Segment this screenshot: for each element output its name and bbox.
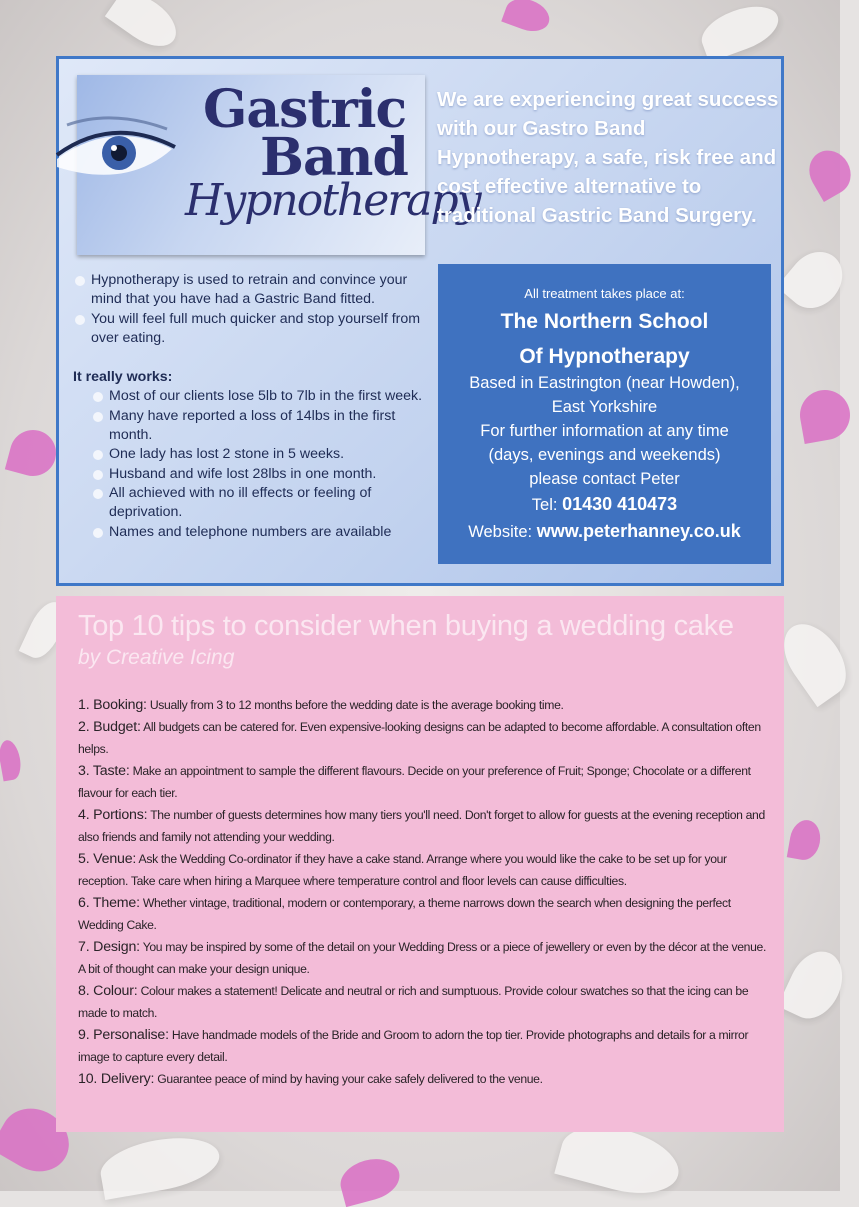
confetti-heart xyxy=(501,0,554,37)
confetti-heart xyxy=(696,0,785,62)
tip-key: 4. Portions: xyxy=(78,807,148,823)
address-line1: Based in Eastrington (near Howden), xyxy=(469,374,740,392)
tip-text: Guarantee peace of mind by having your cake safely delivered to the venue. xyxy=(157,1072,543,1086)
confetti-heart xyxy=(336,1153,404,1207)
tip-text: Have handmade models of the Bride and Groom to adorn the top tier. Provide photographs and details for a mirror image to capture every detail. xyxy=(78,1028,749,1064)
tip-item xyxy=(78,936,768,980)
result-item: Many have reported a loss of 14lbs in the first month. xyxy=(73,407,433,446)
tip-key: 7. Design: xyxy=(78,939,140,955)
confetti-heart xyxy=(778,943,853,1028)
website xyxy=(438,518,771,545)
school-name-line1: The Northern School xyxy=(500,310,709,333)
works-heading: It really works: xyxy=(73,369,173,386)
benefit-item: Hypnotherapy is used to retrain and convince your mind that you have had a Gastric Band fitted. xyxy=(73,271,433,310)
school-name-line2: Of Hypnotherapy xyxy=(519,345,690,368)
contact-intro: All treatment takes place at: xyxy=(524,286,685,301)
confetti-heart xyxy=(5,425,61,481)
tip-text: Make an appointment to sample the different flavours. Decide on your preference of Fruit; Sponge; Chocolate or a different flavour for each tier. xyxy=(78,764,751,800)
tip-key: 1. Booking: xyxy=(78,697,147,713)
confetti-heart xyxy=(796,386,854,444)
tip-text: Colour makes a statement! Delicate and neutral or rich and sumptuous. Provide colour swatches so that the icing can be made to match. xyxy=(78,984,749,1020)
confetti-heart xyxy=(772,613,859,707)
confetti-heart xyxy=(801,143,858,202)
tel-label: Tel: xyxy=(531,496,558,514)
tip-text: Ask the Wedding Co-ordinator if they have a cake stand. Arrange where you would like the cake to be set up for your reception. Take care when hiring a Marquee where temperature control and floor levels can cause difficulties. xyxy=(78,852,727,888)
web-label: Website: xyxy=(468,523,533,541)
tip-text: Usually from 3 to 12 months before the wedding date is the average booking time. xyxy=(149,698,564,712)
gastric-band-ad xyxy=(56,56,784,586)
result-item: Husband and wife lost 28lbs in one month. xyxy=(73,465,433,484)
confetti-heart xyxy=(777,241,854,319)
tip-item xyxy=(78,1068,768,1090)
tip-item xyxy=(78,804,768,848)
wedding-cake-tips xyxy=(56,596,784,1132)
ad-headline: We are experiencing great success with our Gastro Band Hypnotherapy, a safe, risk free and cost effective alternative to traditional Gastric Band Surgery. xyxy=(437,88,779,227)
tip-key: 3. Taste: xyxy=(78,763,130,779)
tip-item xyxy=(78,892,768,936)
result-item: Names and telephone numbers are available xyxy=(73,523,433,542)
benefits-column xyxy=(73,271,433,542)
tip-item xyxy=(78,694,768,716)
tip-key: 9. Personalise: xyxy=(78,1027,169,1043)
tip-text: All budgets can be catered for. Even expensive-looking designs can be adapted to become affordable. A consultation often helps. xyxy=(78,720,761,756)
tip-key: 5. Venue: xyxy=(78,851,137,867)
result-item: One lady has lost 2 stone in 5 weeks. xyxy=(73,445,433,464)
tip-item xyxy=(78,760,768,804)
tip-key: 8. Colour: xyxy=(78,983,138,999)
confetti-heart xyxy=(0,739,23,782)
result-item: Most of our clients lose 5lb to 7lb in the first week. xyxy=(73,387,433,406)
tip-key: 6. Theme: xyxy=(78,895,140,911)
telephone xyxy=(438,491,771,518)
tip-key: 2. Budget: xyxy=(78,719,141,735)
tips-subtitle: by Creative Icing xyxy=(78,646,235,669)
info-line3: please contact Peter xyxy=(529,470,680,488)
tip-item xyxy=(78,980,768,1024)
tel-number: 01430 410473 xyxy=(562,494,678,514)
info-line1: For further information at any time xyxy=(480,422,729,440)
tip-text: Whether vintage, traditional, modern or contemporary, a theme narrows down the search when designing the perfect Wedding Cake. xyxy=(78,896,731,932)
tip-key: 10. Delivery: xyxy=(78,1071,155,1087)
eye-icon xyxy=(57,119,177,189)
logo-word-band: Band xyxy=(260,127,408,188)
tip-item xyxy=(78,716,768,760)
confetti-heart xyxy=(787,818,823,863)
logo-word-hypnotherapy: Hypnotherapy xyxy=(185,175,480,226)
tips-list xyxy=(78,694,768,1090)
benefit-item: You will feel full much quicker and stop yourself from over eating. xyxy=(73,310,433,349)
tips-title: Top 10 tips to consider when buying a wedding cake xyxy=(78,610,734,642)
result-item: All achieved with no ill effects or feeling of deprivation. xyxy=(73,484,433,523)
tip-text: The number of guests determines how many tiers you'll need. Don't forget to allow for guests at the evening reception and also friends and family not attending your wedding. xyxy=(78,808,765,844)
tip-text: You may be inspired by some of the detail on your Wedding Dress or a piece of jewellery or even by the décor at the venue. A bit of thought can make your design unique. xyxy=(78,940,766,976)
info-line2: (days, evenings and weekends) xyxy=(488,446,721,464)
tip-item xyxy=(78,1024,768,1068)
confetti-heart xyxy=(105,0,185,56)
tip-item xyxy=(78,848,768,892)
web-url[interactable]: www.peterhanney.co.uk xyxy=(536,521,741,541)
contact-box xyxy=(438,264,771,564)
logo-word-gastric: Gastric xyxy=(203,79,407,140)
address-line2: East Yorkshire xyxy=(551,398,658,416)
confetti-heart xyxy=(97,1130,224,1200)
gastric-band-logo xyxy=(77,75,480,255)
